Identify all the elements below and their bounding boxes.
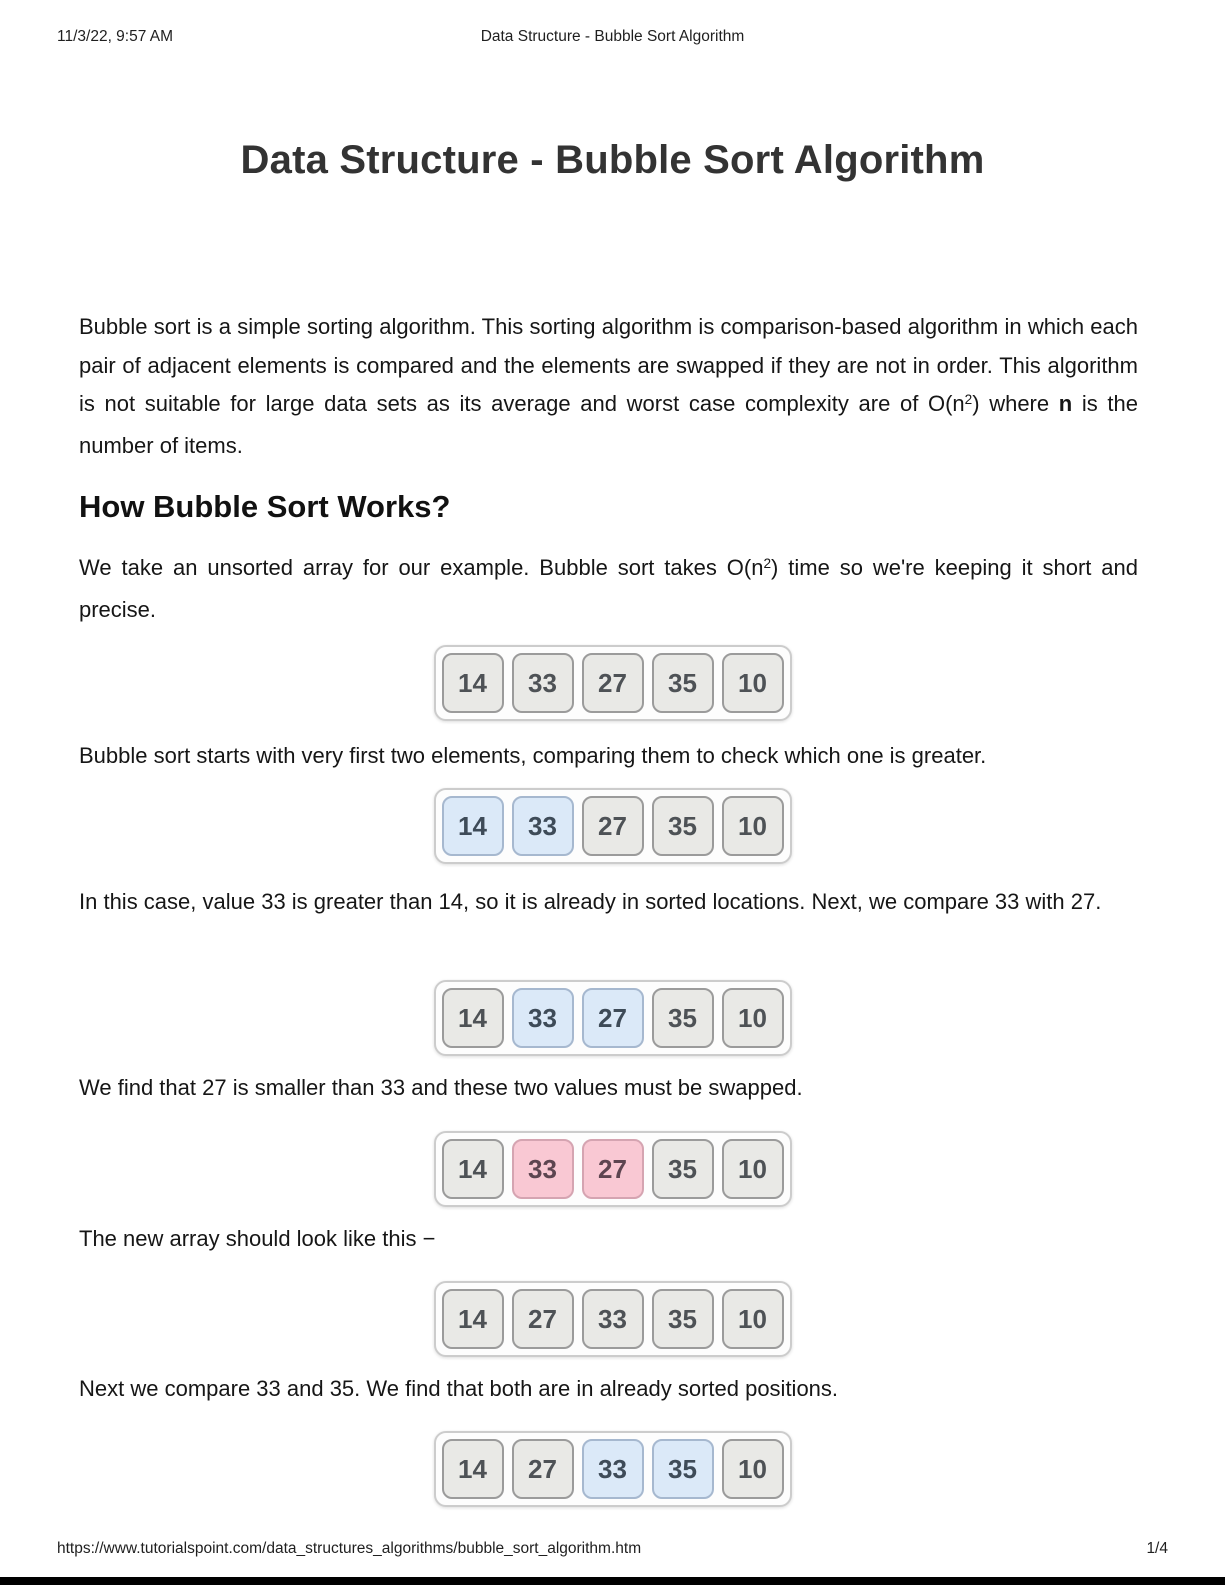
- array-cell: 35: [652, 653, 714, 713]
- array-swap-33-27: [434, 1131, 792, 1207]
- header-datetime: 11/3/22, 9:57 AM: [57, 28, 174, 45]
- header-doc-title: Data Structure - Bubble Sort Algorithm: [480, 28, 745, 45]
- array-cell: 14: [442, 796, 504, 856]
- array-cell: 10: [722, 1139, 784, 1199]
- array-initial: [434, 645, 792, 721]
- array-cell: 14: [442, 1139, 504, 1199]
- swap-paragraph: We find that 27 is smaller than 33 and these two values must be swapped.: [79, 1075, 803, 1100]
- array-cell: 27: [512, 1289, 574, 1349]
- example-text: We take an unsorted array for our example. Bubble sort takes O(n: [79, 555, 764, 580]
- intro-paragraph: [79, 308, 1138, 465]
- array-cell: 35: [652, 796, 714, 856]
- array-cell: 14: [442, 1289, 504, 1349]
- array-cell: 27: [582, 796, 644, 856]
- example-paragraph: [79, 549, 1138, 629]
- superscript-2: 2: [964, 391, 973, 407]
- array-cell: 35: [652, 988, 714, 1048]
- example-text: ) time so we're keeping it short and precise.: [79, 555, 1138, 622]
- array-cell: 27: [582, 653, 644, 713]
- array-cell: 10: [722, 653, 784, 713]
- array-after-swap: [434, 1281, 792, 1357]
- next-compare-paragraph: Next we compare 33 and 35. We find that both are in already sorted positions.: [79, 1376, 839, 1401]
- intro-text: Bubble sort is a simple sorting algorithm. This sorting algorithm is comparison-based algorithm in which each pair of adjacent elements is compared and the elements are swapped if they are not in order. This algorithm is not suitable for large data sets as its average and worst case complexity are of O(n: [79, 314, 1138, 416]
- array-cell: 33: [582, 1439, 644, 1499]
- array-cell: 33: [582, 1289, 644, 1349]
- array-cell: 33: [512, 988, 574, 1048]
- array-cell: 27: [582, 988, 644, 1048]
- array-cell: 10: [722, 1289, 784, 1349]
- array-cell: 10: [722, 1439, 784, 1499]
- intro-text: is the number of items.: [79, 391, 1138, 458]
- array-cell: 27: [582, 1139, 644, 1199]
- array-cell: 35: [652, 1289, 714, 1349]
- array-cell: 33: [512, 796, 574, 856]
- array-compare-14-33: [434, 788, 792, 864]
- intro-bold-n: n: [1058, 391, 1073, 416]
- start-paragraph: Bubble sort starts with very first two elements, comparing them to check which one is greater.: [79, 743, 987, 768]
- array-cell: 27: [512, 1439, 574, 1499]
- new-array-paragraph: The new array should look like this −: [79, 1226, 436, 1251]
- compare-paragraph: In this case, value 33 is greater than 14, so it is already in sorted locations. Next, we compare 33 with 27.: [79, 889, 1102, 914]
- array-cell: 14: [442, 1439, 504, 1499]
- intro-text: ) where: [972, 391, 1059, 416]
- array-cell: 10: [722, 796, 784, 856]
- array-cell: 10: [722, 988, 784, 1048]
- array-compare-33-35: [434, 1431, 792, 1507]
- footer-url: https://www.tutorialspoint.com/data_structures_algorithms/bubble_sort_algorithm.htm: [57, 1540, 642, 1557]
- array-cell: 35: [652, 1139, 714, 1199]
- footer-page-number: 1/4: [1146, 1540, 1168, 1557]
- array-cell: 14: [442, 653, 504, 713]
- array-cell: 33: [512, 1139, 574, 1199]
- section-heading: How Bubble Sort Works?: [79, 489, 451, 524]
- array-cell: 33: [512, 653, 574, 713]
- array-cell: 35: [652, 1439, 714, 1499]
- superscript-2: 2: [763, 555, 772, 571]
- viewer-bottom-bar: [0, 1577, 1225, 1585]
- page-title: Data Structure - Bubble Sort Algorithm: [240, 138, 985, 182]
- array-cell: 14: [442, 988, 504, 1048]
- array-compare-33-27: [434, 980, 792, 1056]
